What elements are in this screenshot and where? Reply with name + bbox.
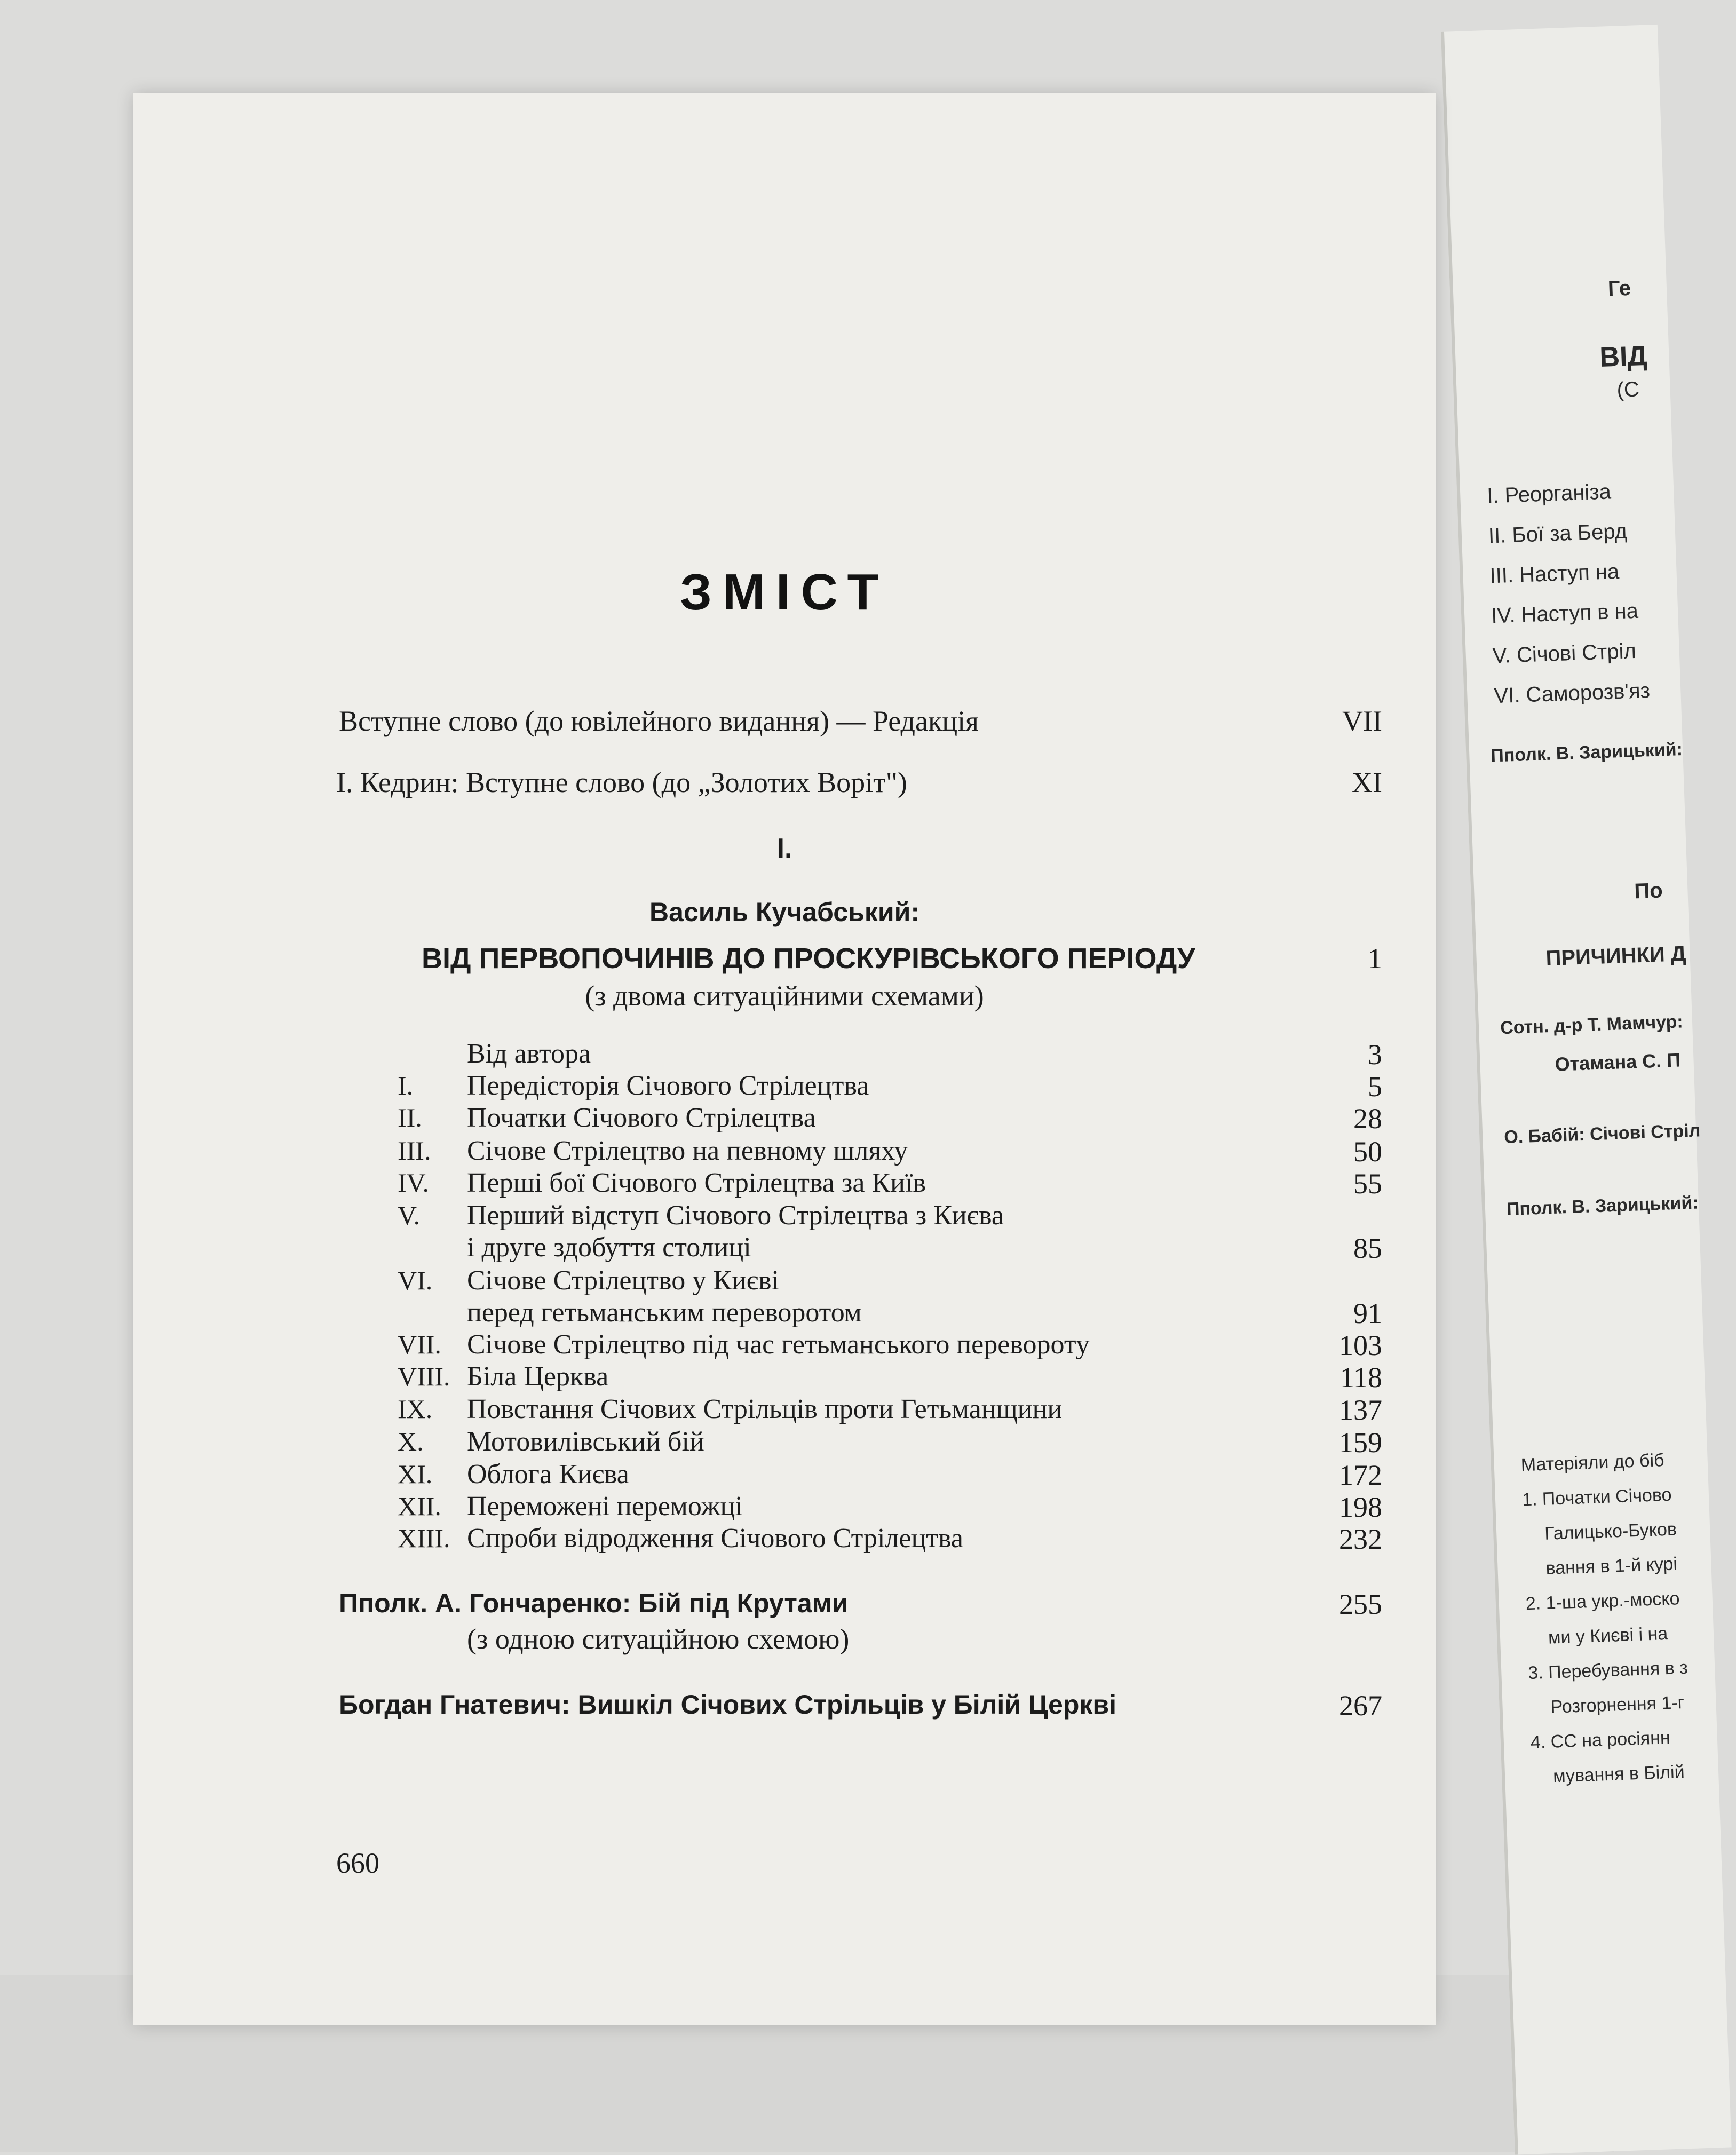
chapter-number: VI. bbox=[398, 1265, 433, 1295]
toc-page-number: 267 bbox=[1339, 1690, 1382, 1722]
facing-page-text: 4. СС на росіянн bbox=[1530, 1727, 1671, 1753]
chapter-title: Передісторія Січового Стрілецтва bbox=[467, 1071, 869, 1101]
toc-page-number: 1 bbox=[1368, 942, 1382, 974]
toc-entry-goncharenko-subtitle: (з одною ситуаційною схемою) bbox=[467, 1623, 850, 1655]
facing-page-text: По bbox=[1634, 878, 1663, 904]
toc-page-number: 55 bbox=[1353, 1168, 1382, 1200]
facing-page-text: V. Січові Стріл bbox=[1492, 639, 1637, 668]
chapter-number: XII. bbox=[398, 1491, 441, 1521]
toc-entry-hnatevych: Богдан Гнатевич: Вишкіл Січових Стрільців у Білій Церкві bbox=[339, 1690, 1117, 1720]
facing-page-text: III. Наступ на bbox=[1489, 559, 1620, 588]
chapter-number: III. bbox=[398, 1136, 431, 1166]
chapter-title: Облога Києва bbox=[467, 1459, 629, 1490]
facing-page-text: IV. Наступ в на bbox=[1491, 599, 1639, 628]
chapter-title: Перші бої Січового Стрілецтва за Київ bbox=[467, 1168, 926, 1198]
facing-page-text: Розгорнення 1-г bbox=[1550, 1692, 1685, 1717]
facing-page-text: мування в Білій bbox=[1552, 1762, 1685, 1787]
facing-page-text: ПРИЧИНКИ Д bbox=[1545, 942, 1687, 971]
chapter-title: Переможені переможці bbox=[467, 1491, 743, 1522]
facing-page-text: ВІД bbox=[1599, 340, 1648, 373]
part-label: I. bbox=[776, 833, 792, 864]
chapter-number: XIII. bbox=[398, 1523, 450, 1553]
chapter-number: I. bbox=[398, 1071, 414, 1100]
facing-page-text: II. Бої за Берд bbox=[1488, 519, 1628, 548]
toc-page-number: 3 bbox=[1368, 1039, 1382, 1071]
facing-page-text: О. Бабій: Січові Стріл bbox=[1503, 1120, 1701, 1148]
chapter-number: V. bbox=[398, 1200, 421, 1230]
facing-page-text: Матеріяли до біб bbox=[1520, 1450, 1665, 1476]
toc-entry-goncharenko: Пполк. А. Гончаренко: Бій під Крутами bbox=[339, 1588, 849, 1618]
section-author: Василь Кучабський: bbox=[649, 897, 919, 927]
chapter-title: Початки Січового Стрілецтва bbox=[467, 1103, 816, 1133]
facing-page-text: вання в 1-й курі bbox=[1545, 1554, 1678, 1579]
facing-page-text: Ге bbox=[1607, 276, 1631, 301]
section-main-title: ВІД ПЕРВОПОЧИНІВ ДО ПРОСКУРІВСЬКОГО ПЕРІОДУ bbox=[422, 942, 1195, 974]
facing-page-text: VI. Саморозв'яз bbox=[1493, 679, 1651, 708]
chapter-title: Січове Стрілецтво під час гетьманського перевороту bbox=[467, 1329, 1090, 1360]
chapter-title: Січове Стрілецтво на певному шляху bbox=[467, 1136, 908, 1166]
toc-page-number: 232 bbox=[1339, 1523, 1382, 1555]
facing-page-text: 1. Початки Січово bbox=[1521, 1484, 1672, 1510]
toc-page-number: 5 bbox=[1368, 1071, 1382, 1103]
toc-page bbox=[133, 93, 1436, 2025]
chapter-title-continued: і друге здобуття столиці bbox=[467, 1232, 751, 1263]
toc-title: ЗМІСТ bbox=[679, 564, 890, 621]
toc-page-number: 159 bbox=[1339, 1427, 1382, 1459]
section-subtitle: (з двома ситуаційними схемами) bbox=[585, 980, 984, 1012]
facing-page-text: (С bbox=[1616, 377, 1640, 402]
facing-page bbox=[1441, 25, 1732, 2155]
toc-page-number: 137 bbox=[1339, 1394, 1382, 1426]
facing-page-text: Сотн. д-р Т. Мамчур: bbox=[1500, 1011, 1684, 1039]
facing-page-text: Отамана С. П bbox=[1554, 1049, 1681, 1075]
chapter-number: XI. bbox=[398, 1459, 433, 1489]
chapter-title: Біла Церква bbox=[467, 1361, 609, 1392]
facing-page-text: 3. Перебування в з bbox=[1527, 1657, 1689, 1684]
chapter-title: Повстання Січових Стрільців проти Гетьманщини bbox=[467, 1394, 1063, 1424]
chapter-title: Перший відступ Січового Стрілецтва з Києва bbox=[467, 1200, 1004, 1231]
toc-page-number: 85 bbox=[1353, 1232, 1382, 1264]
toc-page-number: 118 bbox=[1340, 1361, 1382, 1393]
toc-page-number: VII bbox=[1342, 705, 1382, 737]
chapter-number: X. bbox=[398, 1427, 424, 1456]
page-folio: 660 bbox=[336, 1847, 379, 1879]
toc-entry-intro-editorial: Вступне слово (до ювілейного видання) — Редакція bbox=[339, 705, 979, 737]
facing-page-text: ми у Києві і на bbox=[1548, 1623, 1668, 1648]
facing-page-text: 2. 1-ша укр.-моско bbox=[1525, 1588, 1680, 1614]
chapter-number: II. bbox=[398, 1103, 422, 1132]
chapter-title-continued: перед гетьманським переворотом bbox=[467, 1297, 862, 1328]
toc-page-number: 91 bbox=[1353, 1297, 1382, 1329]
chapter-number: VIII. bbox=[398, 1361, 450, 1391]
chapter-number: VII. bbox=[398, 1329, 441, 1359]
facing-page-text: Пполк. В. Зарицький: bbox=[1506, 1192, 1699, 1220]
toc-page-number: XI bbox=[1352, 766, 1382, 798]
facing-page-text: I. Реорганіза bbox=[1486, 480, 1612, 508]
toc-page-number: 172 bbox=[1339, 1459, 1382, 1491]
toc-page-number: 255 bbox=[1339, 1588, 1382, 1620]
chapter-number: IX. bbox=[398, 1394, 433, 1424]
toc-entry-from-author: Від автора bbox=[467, 1039, 591, 1069]
toc-page-number: 198 bbox=[1339, 1491, 1382, 1523]
toc-page-number: 28 bbox=[1353, 1103, 1382, 1135]
chapter-title: Мотовилівський бій bbox=[467, 1427, 704, 1457]
chapter-title: Спроби відродження Січового Стрілецтва bbox=[467, 1523, 963, 1554]
toc-entry-intro-kedryn: І. Кедрин: Вступне слово (до „Золотих Воріт") bbox=[336, 766, 907, 798]
facing-page-text: Пполк. В. Зарицький: bbox=[1490, 739, 1683, 766]
chapter-title: Січове Стрілецтво у Києві bbox=[467, 1265, 780, 1296]
chapter-number: IV. bbox=[398, 1168, 429, 1198]
toc-page-number: 50 bbox=[1353, 1136, 1382, 1168]
facing-page-text: Галицько-Буков bbox=[1544, 1519, 1677, 1544]
toc-page-number: 103 bbox=[1339, 1329, 1382, 1361]
